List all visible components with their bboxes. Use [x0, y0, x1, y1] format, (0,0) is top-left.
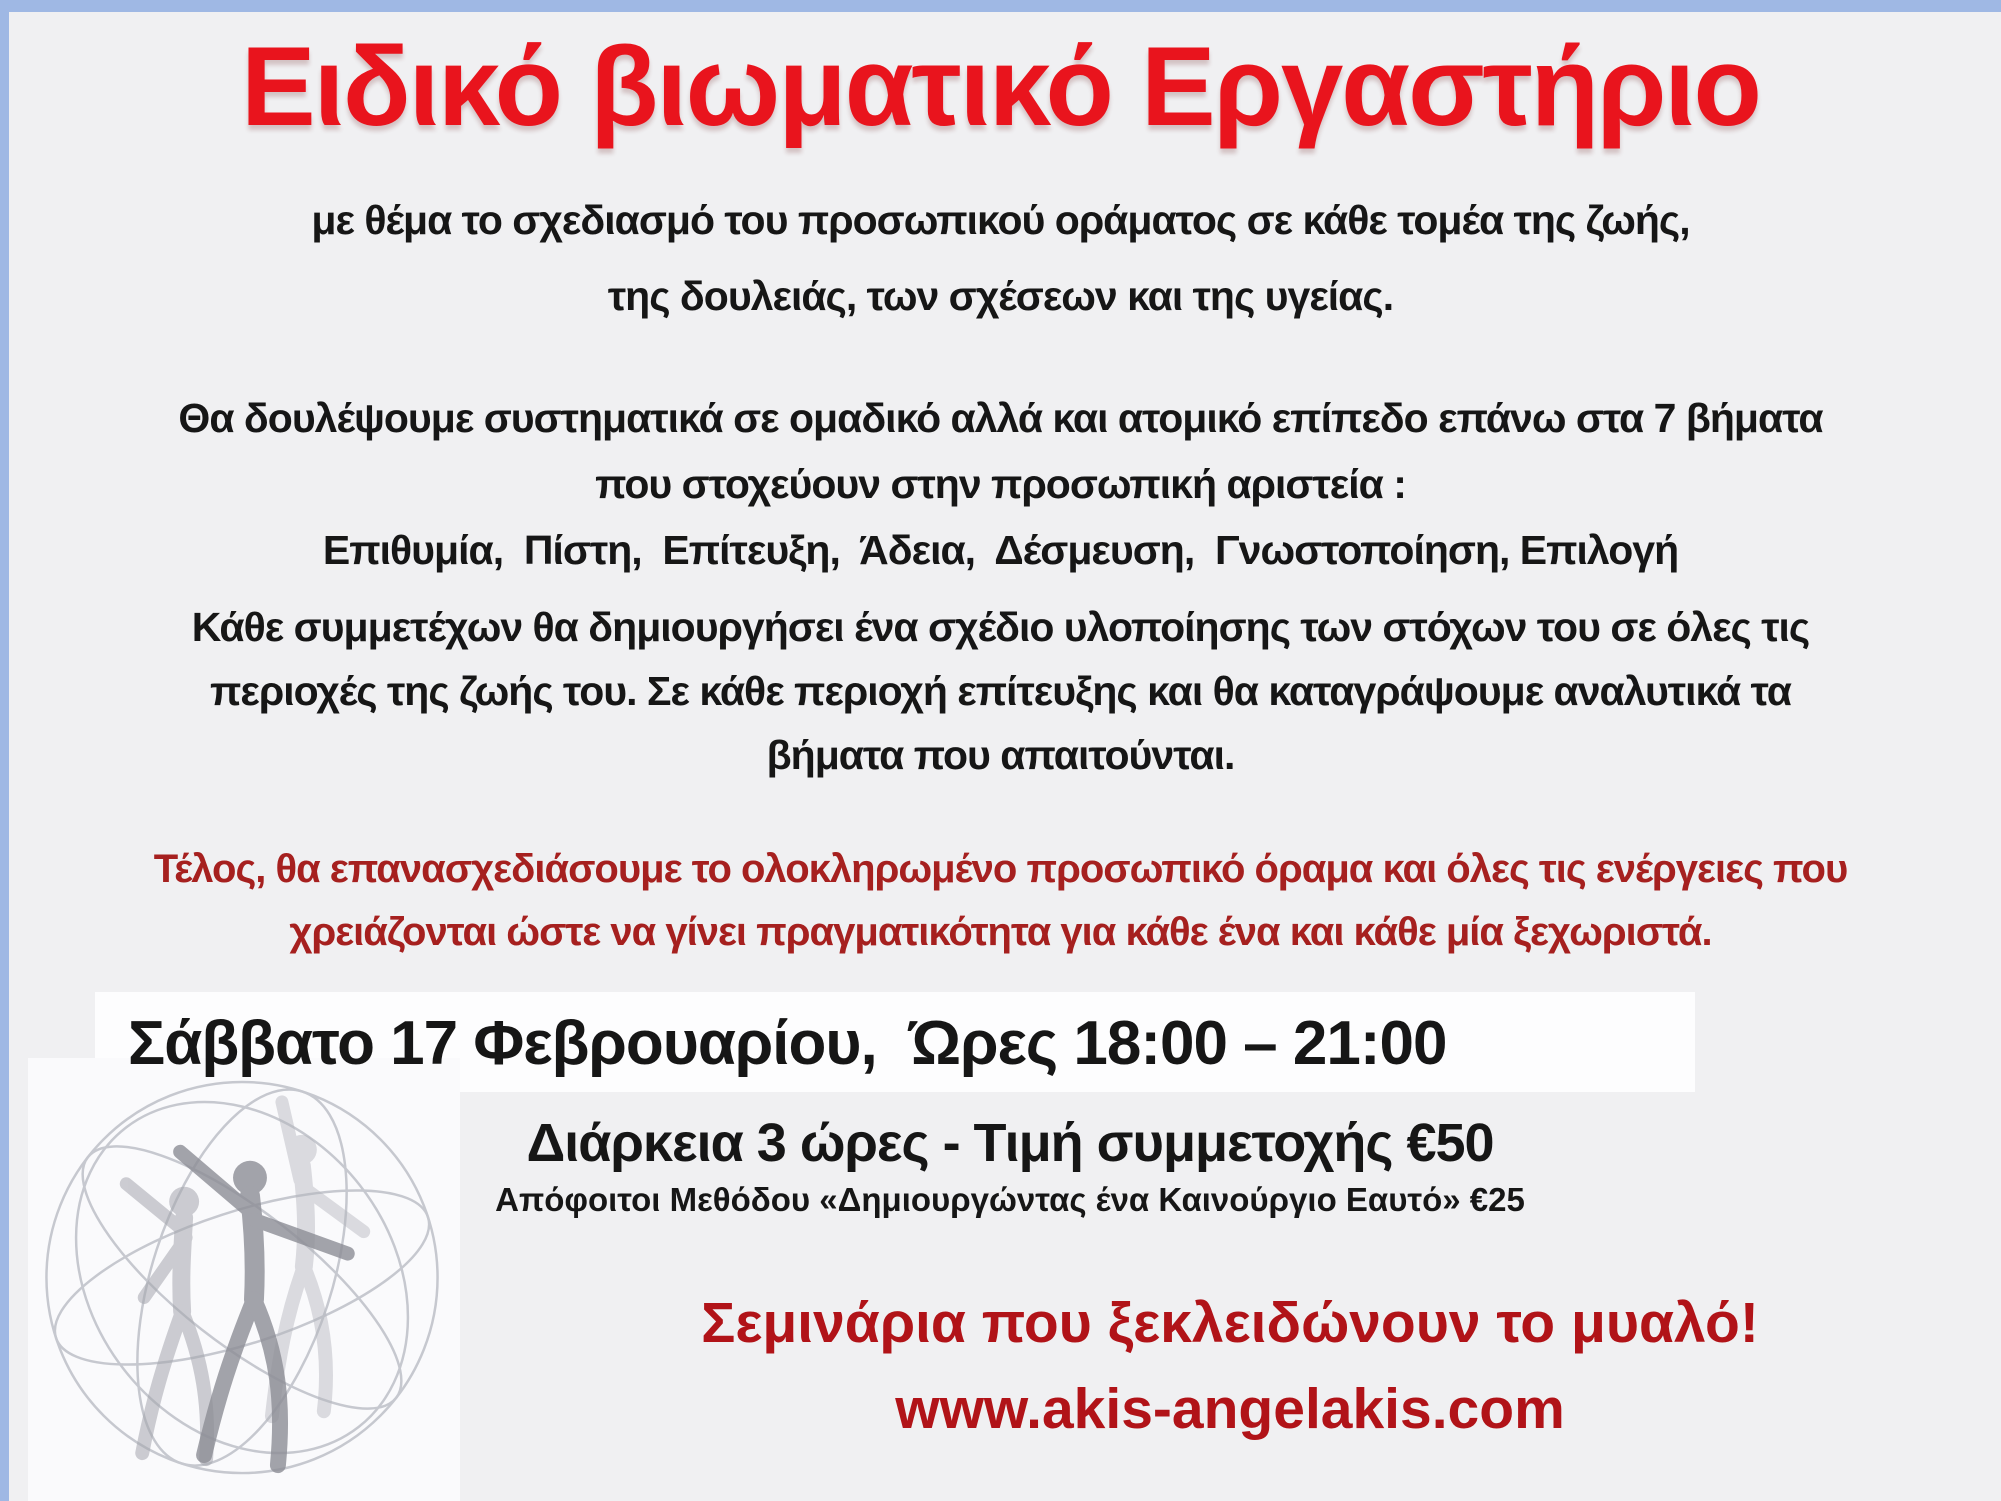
top-border [0, 0, 2001, 12]
steps-paragraph [0, 385, 2001, 583]
intro-line: της δουλειάς, των σχέσεων και της υγείας. [607, 273, 1394, 319]
steps-list-line: Επιθυμία, Πίστη, Επίτευξη, Άδεια, Δέσμευση, Γνωστοποίηση, Επιλογή [322, 527, 1679, 573]
date-time-line: Σάββατο 17 Φεβρουαρίου, Ώρες 18:00 – 21:00 [128, 1009, 1447, 1078]
closing-paragraph [0, 838, 2001, 964]
plan-line: Κάθε συμμετέχων θα δημιουργήσει ένα σχέδιο υλοποίησης των στόχων του σε όλες τις [191, 604, 1810, 650]
plan-line: περιοχές της ζωής του. Σε κάθε περιοχή επίτευξης και θα καταγράψουμε αναλυτικά τα [210, 668, 1791, 714]
sphere-logo-icon [32, 1062, 456, 1501]
steps-line: που στοχεύουν στην προσωπική αριστεία : [595, 461, 1406, 507]
intro-paragraph [0, 182, 2001, 334]
website-link[interactable]: www.akis-angelakis.com [895, 1377, 1565, 1441]
closing-line: χρειάζονται ώστε να γίνει πραγματικότητα για κάθε ένα και κάθε μία ξεχωριστά. [289, 910, 1712, 954]
alumni-price-line: Απόφοιτοι Μεθόδου «Δημιουργώντας ένα Καινούργιο Εαυτό» €25 [495, 1181, 1525, 1218]
steps-line: Θα δουλέψουμε συστηματικά σε ομαδικό αλλά και ατομικό επίπεδο επάνω στα 7 βήματα [178, 395, 1823, 441]
figures-in-sphere-logo [32, 1062, 456, 1501]
closing-line: Τέλος, θα επανασχεδιάσουμε το ολοκληρωμένο προσωπικό όραμα και όλες τις ενέργειες που [153, 847, 1848, 891]
plan-paragraph [0, 595, 2001, 787]
intro-line: με θέμα το σχεδιασμό του προσωπικού οράματος σε κάθε τομέα της ζωής, [311, 197, 1690, 243]
plan-line: βήματα που απαιτούνται. [766, 732, 1235, 778]
footer-tagline: Σεμινάρια που ξεκλειδώνουν το μυαλό! [701, 1291, 1759, 1355]
duration-price-line: Διάρκεια 3 ώρες - Τιμή συμμετοχής €50 [526, 1113, 1494, 1173]
page-title: Ειδικό βιωματικό Εργαστήριο [241, 24, 1760, 149]
